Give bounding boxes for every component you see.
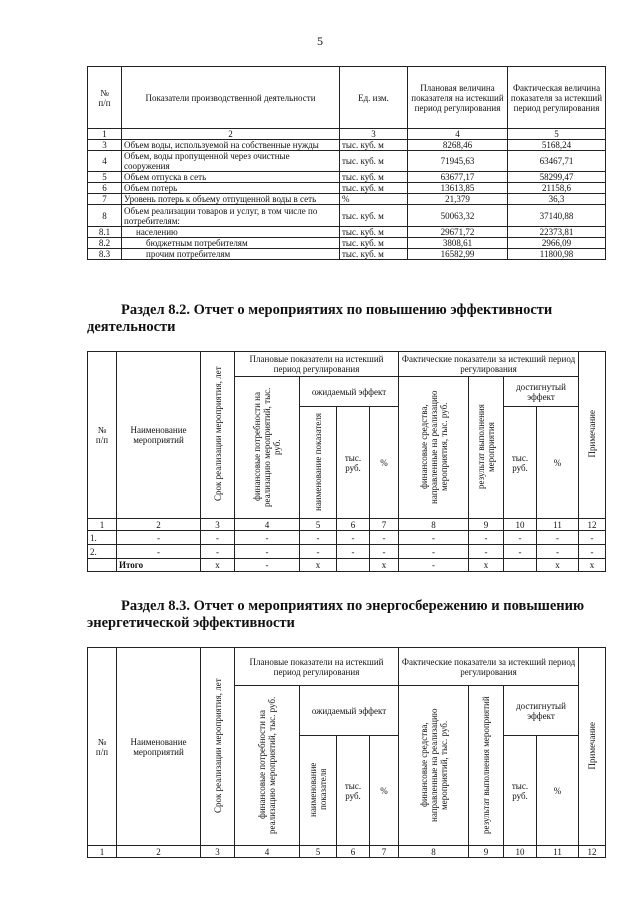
row-name: Объем реализации товаров и услуг, в том числе по потребителям:: [122, 205, 340, 227]
exp-pct-header: %: [370, 736, 399, 846]
colnum: 2: [117, 846, 201, 858]
colnum: 4: [408, 129, 508, 140]
table-row: [88, 140, 606, 151]
ach-pct-header: %: [537, 407, 579, 519]
row-fact: 2966,09: [508, 238, 606, 249]
table-row: [88, 151, 606, 172]
col-unit-header: Ед. изм.: [340, 67, 408, 129]
row-unit: тыс. куб. м: [340, 183, 408, 194]
colnum: 1: [88, 519, 117, 531]
table-row: [88, 205, 606, 227]
fact-fin-label: финансовые средства, направленные на реализацию мероприятий, тыс. руб.: [418, 707, 449, 822]
colnum: 9: [469, 519, 504, 531]
row-plan: 3808,61: [408, 238, 508, 249]
cell: -: [201, 531, 235, 545]
colnum: 10: [504, 846, 537, 858]
row-plan: 16582,99: [408, 249, 508, 260]
row-unit: тыс. куб. м: [340, 172, 408, 183]
plan-group-header: Плановые показатели на истекший период регулирования: [235, 352, 399, 377]
cell: -: [300, 531, 337, 545]
col-plan-header: Плановая величина показателя на истекший период регулирования: [408, 67, 508, 129]
colnum: 5: [300, 846, 337, 858]
colnum: 5: [508, 129, 606, 140]
fact-group-header: Фактические показатели за истекший период регулирования: [399, 352, 579, 377]
cell: x: [537, 559, 579, 572]
row-fact: 22373,81: [508, 227, 606, 238]
cell: 2.: [88, 545, 117, 559]
exp-name-header: [300, 407, 337, 519]
row-unit: %: [340, 194, 408, 205]
plan-fin-header: [235, 377, 300, 519]
row-fact: 11800,98: [508, 249, 606, 260]
colnum: 10: [504, 519, 537, 531]
cell: -: [469, 545, 504, 559]
energy-saving-measures-table: [87, 647, 606, 858]
row-num: 7: [88, 194, 122, 205]
colnum: 4: [235, 519, 300, 531]
cell: -: [579, 531, 606, 545]
fact-fin-label: финансовые средства, направленные на реализацию мероприятия, тыс. руб.: [418, 389, 449, 504]
row-name: Объем воды, используемой на собственные нужды: [122, 140, 340, 151]
colnum: 8: [399, 519, 469, 531]
expected-effect-header: ожидаемый эффект: [300, 377, 399, 407]
column-number-row: [88, 846, 606, 858]
row-unit: тыс. куб. м: [340, 238, 408, 249]
colnum: 3: [201, 519, 235, 531]
colnum: 1: [88, 846, 117, 858]
row-num: 8.1: [88, 227, 122, 238]
production-indicators-table: [87, 66, 606, 260]
row-unit: тыс. куб. м: [340, 140, 408, 151]
cell: -: [469, 531, 504, 545]
colnum: 6: [337, 519, 370, 531]
ach-pct-header: %: [537, 736, 579, 846]
exp-name-label: наименование показателя: [308, 762, 328, 817]
section-8-2-title: Раздел 8.2. Отчет о мероприятиях по повышению эффективности деятельности: [87, 302, 553, 335]
achieved-effect-header: достигнутый эффект: [504, 686, 579, 736]
col-term-header: [201, 648, 235, 846]
row-fact: 63467,71: [508, 151, 606, 172]
exp-pct-header: %: [370, 407, 399, 519]
exp-name-header: [300, 736, 337, 846]
colnum: 4: [235, 846, 300, 858]
cell: 1.: [88, 531, 117, 545]
note-label: Примечание: [587, 721, 597, 770]
page-number: 5: [317, 34, 323, 48]
column-number-row: [88, 129, 606, 140]
table-row: [88, 249, 606, 260]
row-name: прочим потребителям: [122, 249, 340, 260]
cell: x: [579, 559, 606, 572]
cell: -: [117, 531, 201, 545]
fact-result-label: результат выполнения мероприятий: [481, 695, 491, 834]
row-plan: 8268,46: [408, 140, 508, 151]
col-indicator-header: Показатели производственной деятельности: [122, 67, 340, 129]
row-plan: 71945,63: [408, 151, 508, 172]
cell: -: [504, 545, 537, 559]
row-unit: тыс. куб. м: [340, 205, 408, 227]
row-name: бюджетным потребителям: [122, 238, 340, 249]
plan-fin-label: финансовые потребности на реализацию мероприятий, тыс. руб.: [252, 386, 282, 507]
row-unit: тыс. куб. м: [340, 227, 408, 238]
section-8-3-title: Раздел 8.3. Отчет о мероприятиях по энергосбережению и повышению энергетической эффективности: [87, 598, 585, 631]
cell: -: [537, 545, 579, 559]
row-num: 8: [88, 205, 122, 227]
total-label: Итого: [117, 559, 201, 572]
row-num: 8.3: [88, 249, 122, 260]
cell: -: [337, 531, 370, 545]
colnum: 7: [370, 846, 399, 858]
row-num: 3: [88, 140, 122, 151]
row-name: населению: [122, 227, 340, 238]
cell: x: [300, 559, 337, 572]
col-term-header: [201, 352, 235, 519]
column-number-row: [88, 519, 606, 531]
row-plan: 63677,17: [408, 172, 508, 183]
colnum: 9: [469, 846, 504, 858]
cell: x: [469, 559, 504, 572]
exp-rub-header: тыс. руб.: [337, 736, 370, 846]
row-fact: 36,3: [508, 194, 606, 205]
colnum: 6: [337, 846, 370, 858]
col-num-header: № п/п: [88, 648, 117, 846]
colnum: 12: [579, 519, 606, 531]
row-name: Уровень потерь к объему отпущенной воды в сеть: [122, 194, 340, 205]
row-fact: 5168,24: [508, 140, 606, 151]
row-name: Объем потерь: [122, 183, 340, 194]
plan-fin-header: [235, 686, 300, 846]
colnum: 3: [340, 129, 408, 140]
cell: -: [300, 545, 337, 559]
fact-fin-header: [399, 377, 469, 519]
ach-rub-header: тыс. руб.: [504, 407, 537, 519]
cell: -: [579, 545, 606, 559]
expected-effect-header: ожидаемый эффект: [300, 686, 399, 736]
table-row: [88, 531, 606, 545]
table-header-row: [88, 648, 606, 686]
table-row: [88, 172, 606, 183]
col-name-header: Наименование мероприятий: [117, 352, 201, 519]
cell: -: [235, 559, 300, 572]
cell: -: [399, 531, 469, 545]
table-row: [88, 238, 606, 249]
cell: -: [117, 545, 201, 559]
cell: -: [235, 545, 300, 559]
fact-result-label: результат выполнения мероприятия: [476, 404, 496, 489]
col-fact-header: Фактическая величина показателя за истекший период регулирования: [508, 67, 606, 129]
col-name-header: Наименование мероприятий: [117, 648, 201, 846]
row-num: 8.2: [88, 238, 122, 249]
row-fact: 37140,88: [508, 205, 606, 227]
row-name: Объем, воды пропущенной через очистные сооружения: [122, 151, 340, 172]
table-row: [88, 545, 606, 559]
row-fact: 58299,47: [508, 172, 606, 183]
ach-rub-header: тыс. руб.: [504, 736, 537, 846]
cell: -: [370, 545, 399, 559]
fact-result-header: [469, 377, 504, 519]
colnum: 2: [122, 129, 340, 140]
col-num-header: № п/п: [88, 67, 122, 129]
row-fact: 21158,6: [508, 183, 606, 194]
cell: [88, 559, 117, 572]
cell: -: [537, 531, 579, 545]
row-num: 5: [88, 172, 122, 183]
plan-fin-label: финансовые потребности на реализацию мероприятий, тыс. руб.: [257, 695, 277, 834]
cell: [337, 559, 370, 572]
col-num-header: № п/п: [88, 352, 117, 519]
row-plan: 50063,32: [408, 205, 508, 227]
efficiency-measures-table: [87, 351, 606, 572]
total-row: [88, 559, 606, 572]
colnum: 7: [370, 519, 399, 531]
cell: -: [201, 545, 235, 559]
col-note-header: [579, 648, 606, 846]
cell: x: [370, 559, 399, 572]
fact-fin-header: [399, 686, 469, 846]
row-name: Объем отпуска в сеть: [122, 172, 340, 183]
colnum: 2: [117, 519, 201, 531]
row-num: 4: [88, 151, 122, 172]
col-note-header: [579, 352, 606, 519]
term-label: Срок реализации мероприятия, лет: [212, 678, 223, 813]
row-num: 6: [88, 183, 122, 194]
plan-group-header: Плановые показатели на истекший период регулирования: [235, 648, 399, 686]
colnum: 1: [88, 129, 122, 140]
achieved-effect-header: достигнутый эффект: [504, 377, 579, 407]
cell: -: [337, 545, 370, 559]
row-plan: 21,379: [408, 194, 508, 205]
fact-result-header: [469, 686, 504, 846]
exp-rub-header: тыс. руб.: [337, 407, 370, 519]
row-plan: 29671,72: [408, 227, 508, 238]
table-row: [88, 194, 606, 205]
table-row: [88, 227, 606, 238]
row-plan: 13613,85: [408, 183, 508, 194]
cell: [504, 559, 537, 572]
cell: -: [399, 545, 469, 559]
exp-name-label: наименование показателя: [313, 412, 323, 511]
table-header-row: [88, 352, 606, 377]
row-unit: тыс. куб. м: [340, 249, 408, 260]
colnum: 12: [579, 846, 606, 858]
term-label: Срок реализации мероприятия, лет: [212, 366, 223, 502]
colnum: 5: [300, 519, 337, 531]
colnum: 3: [201, 846, 235, 858]
cell: -: [235, 531, 300, 545]
cell: -: [504, 531, 537, 545]
colnum: 11: [537, 846, 579, 858]
cell: -: [370, 531, 399, 545]
cell: x: [201, 559, 235, 572]
note-label: Примечание: [587, 410, 597, 458]
row-unit: тыс. куб. м: [340, 151, 408, 172]
cell: -: [399, 559, 469, 572]
table-row: [88, 183, 606, 194]
colnum: 8: [399, 846, 469, 858]
colnum: 11: [537, 519, 579, 531]
fact-group-header: Фактические показатели за истекший период регулирования: [399, 648, 579, 686]
table-header-row: [88, 67, 606, 129]
